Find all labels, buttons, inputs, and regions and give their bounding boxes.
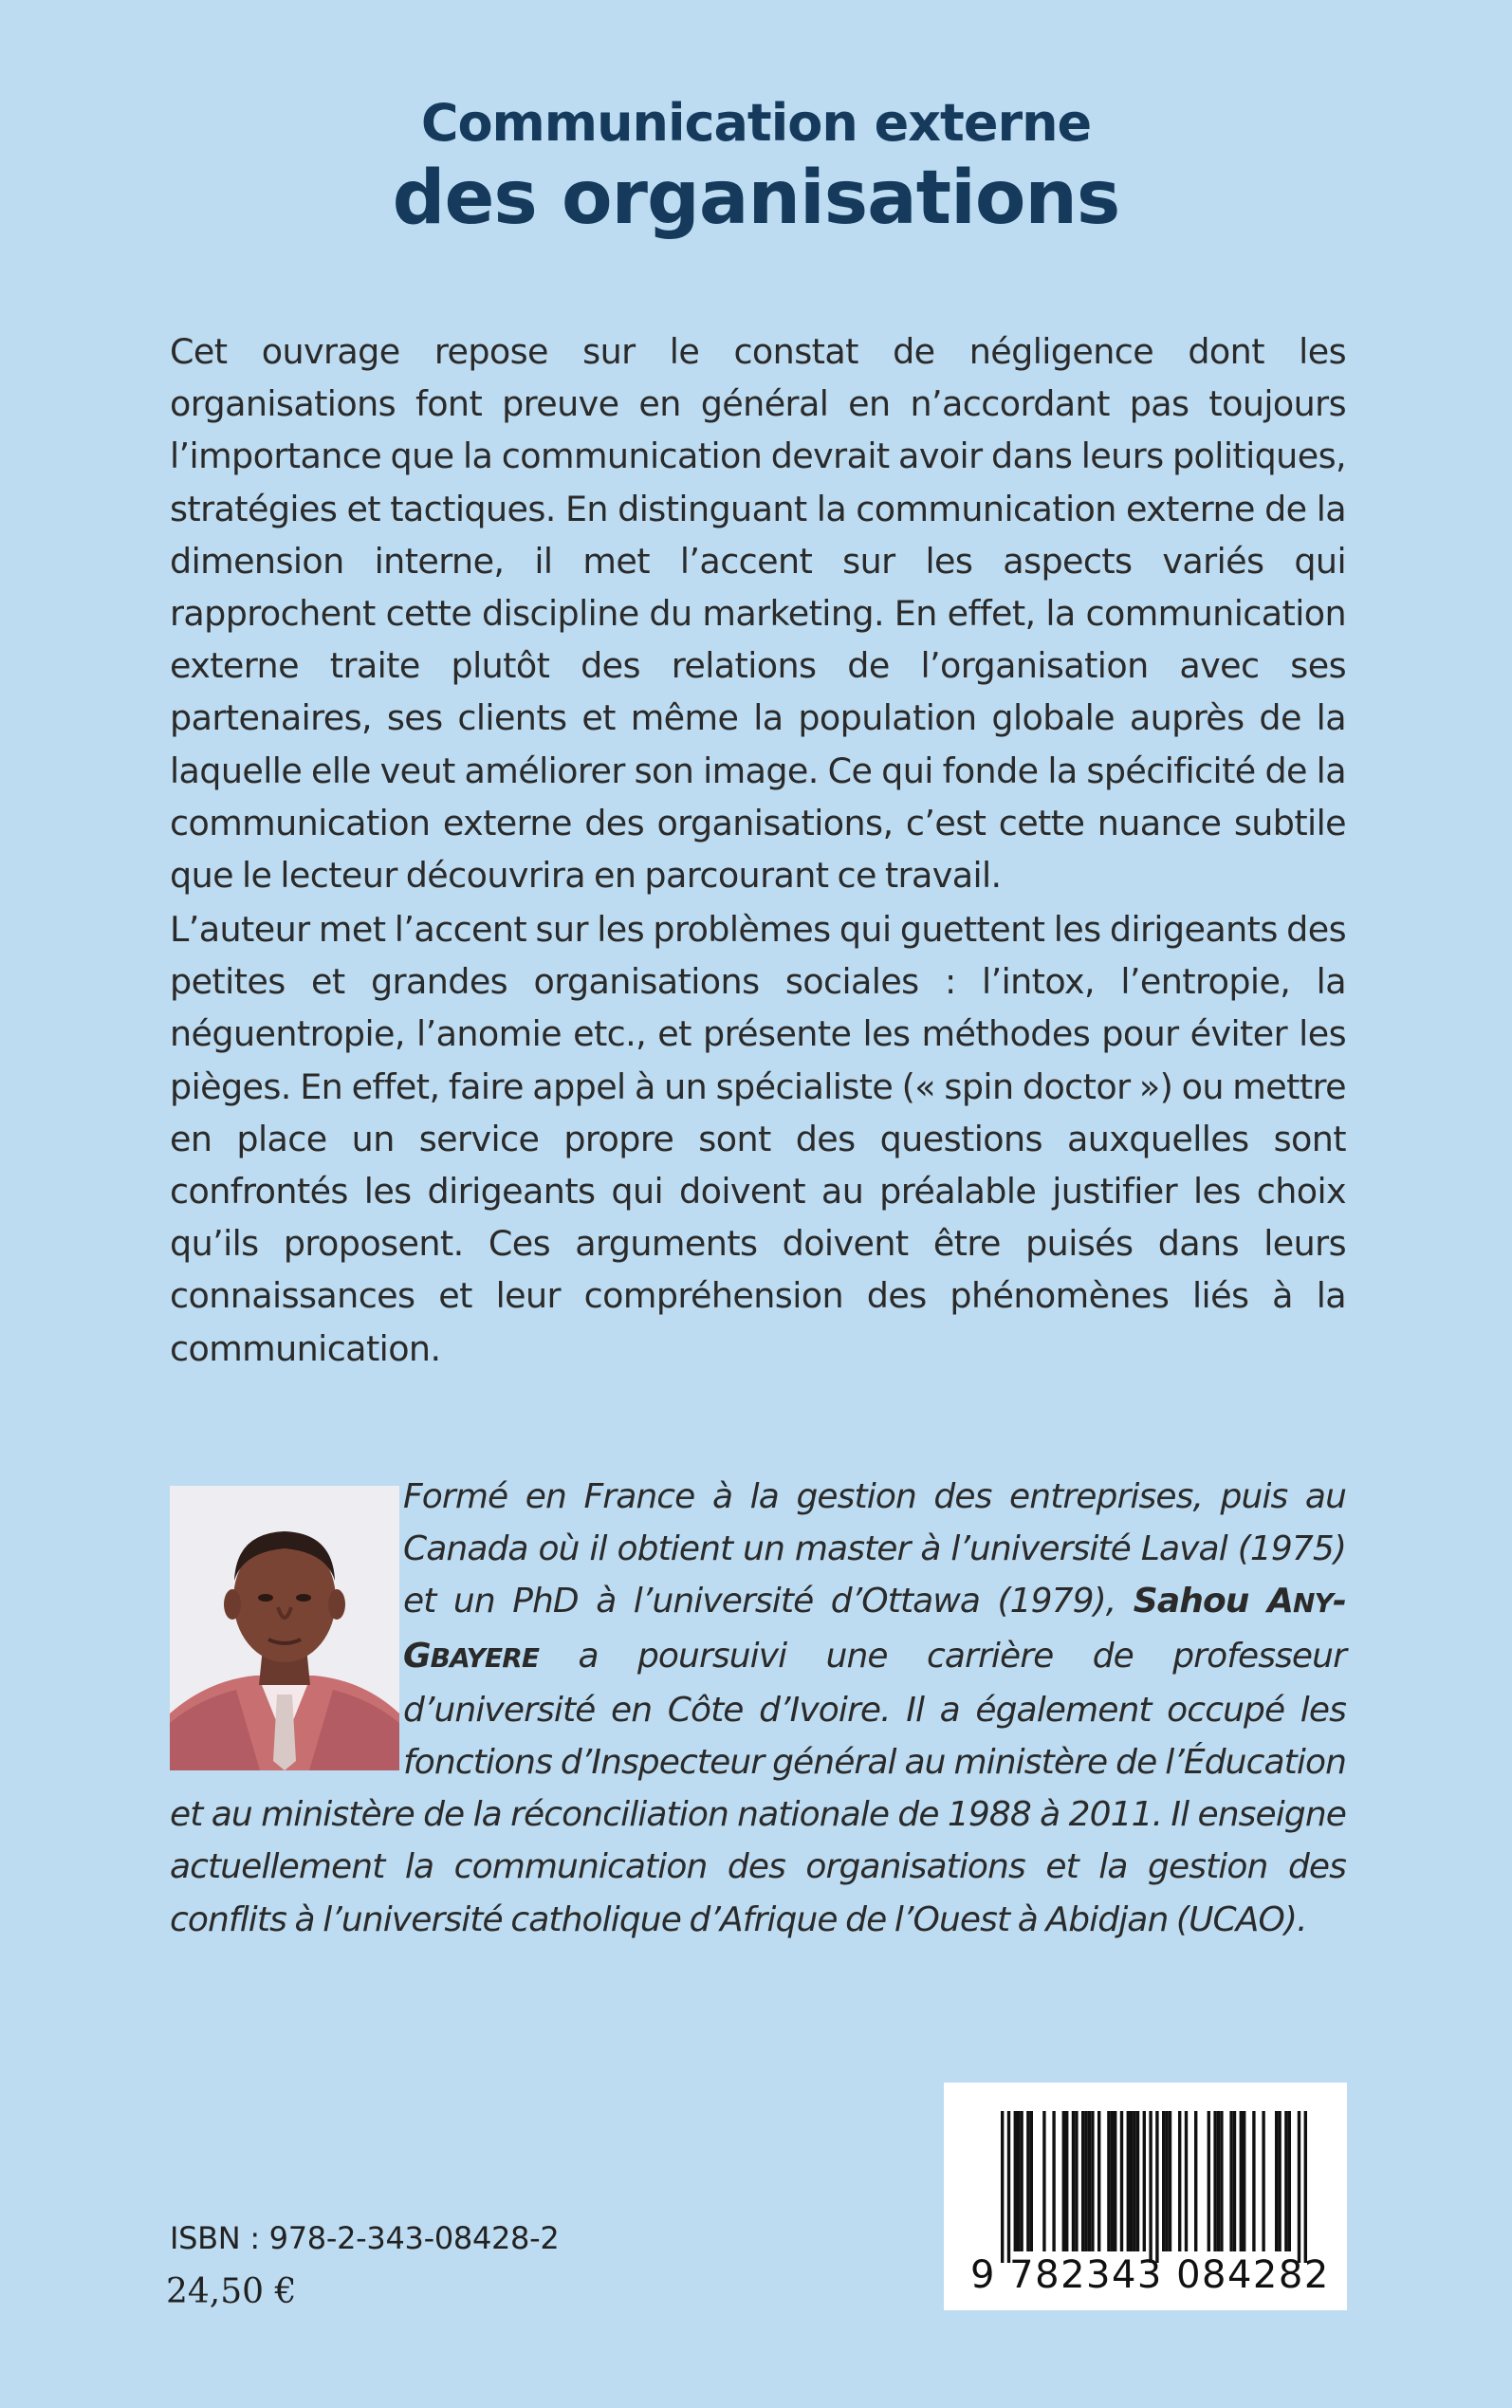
barcode-bar	[1020, 2111, 1023, 2251]
photo-text-wrap-spacer	[170, 1471, 403, 1784]
barcode-bar	[1220, 2111, 1223, 2251]
barcode-bar	[1014, 2111, 1017, 2251]
barcode-bar	[1130, 2111, 1133, 2251]
barcode-bar	[1278, 2111, 1281, 2251]
barcode-bar	[1217, 2111, 1220, 2251]
barcode-bar	[1165, 2111, 1168, 2251]
barcode-bar	[1081, 2111, 1084, 2251]
barcode-bar	[1091, 2111, 1094, 2251]
barcode-bar	[1155, 2111, 1158, 2263]
barcode-bar	[1275, 2111, 1278, 2251]
barcode-bar	[1052, 2111, 1055, 2251]
barcode-bar	[1252, 2111, 1255, 2251]
barcode-bar	[1088, 2111, 1091, 2251]
bio-text-after: a poursuivi une carrière de professeur d’université en Côte d’Ivoire. Il a également occupé les fonctions d’Inspecteur général au ministère de l’Éducation et au ministère de la réconciliation nationale de 1988 à 2011. Il enseigne actuellement la communication des organisations et la gestion des conflits à l’université catholique d’Afrique de l’Ouest à Abidjan (UCAO).	[170, 1636, 1346, 1939]
bio-text-before: Formé en France à la gestion des entreprises, puis au Canada où il obtient un master à l’université Laval (1975) et un PhD à l’université d’Ottawa (1979),	[403, 1477, 1346, 1621]
barcode	[944, 2083, 1347, 2310]
summary-paragraph-1: Cet ouvrage repose sur le constat de négligence dont les organisations font preuve en général en n’accordant pas toujours l’importance que la communication devrait avoir dans leurs politiques, stratégies et tactiques. En distinguant la communication externe de la dimension interne, il met l’accent sur les aspects variés qui rapprochent cette discipline du marketing. En effet, la communication externe traite plutôt des relations de l’organisation avec ses partenaires, ses clients et même la population globale auprès de la laquelle elle veut améliorer son image. Ce qui fonde la spécificité de la communication externe des organisations, c’est cette nuance subtile que le lecteur découvrira en parcourant ce travail.	[170, 331, 1346, 897]
barcode-bar	[1026, 2111, 1029, 2251]
barcode-bar	[1136, 2111, 1139, 2251]
summary-paragraph-2: L’auteur met l’accent sur les problèmes qui guettent les dirigeants des petites et grandes organisations sociales : l’intox, l’entropie, la néguentropie, l’anomie etc., et présente les méthodes pour éviter les pièges. En effet, faire appel à un spécialiste (« spin doctor ») ou mettre en place un service propre sont des questions auxquelles sont confrontés les dirigeants qui doivent au préalable justifier les choix qu’ils proposent. Ces arguments doivent être puisés dans leurs connaissances et leur compréhension des phénomènes liés à la communication.	[170, 909, 1346, 1369]
barcode-bar	[1194, 2111, 1197, 2251]
barcode-bar	[1017, 2111, 1020, 2251]
title-line-1: Communication externe	[420, 93, 1092, 153]
barcode-bar	[1208, 2111, 1210, 2251]
isbn: ISBN : 978-2-343-08428-2	[170, 2220, 560, 2256]
barcode-bar	[1007, 2111, 1010, 2263]
barcode-bar	[1097, 2111, 1100, 2251]
barcode-bar	[1262, 2111, 1264, 2251]
barcode-bar	[1001, 2111, 1004, 2263]
price: 24,50 €	[166, 2272, 297, 2311]
barcode-bar	[1213, 2111, 1216, 2251]
barcode-bar	[1304, 2111, 1307, 2263]
barcode-bar	[1243, 2111, 1245, 2251]
barcode-bar	[1149, 2111, 1152, 2263]
title-line-2: des organisations	[392, 156, 1120, 241]
barcode-bar	[1065, 2111, 1068, 2251]
barcode-bar	[1185, 2111, 1188, 2251]
barcode-bar	[1284, 2111, 1287, 2251]
barcode-bar	[1084, 2111, 1087, 2251]
barcode-bar	[1229, 2111, 1232, 2251]
barcode-bar	[1162, 2111, 1165, 2251]
barcode-bar	[1127, 2111, 1130, 2251]
barcode-bar	[1133, 2111, 1135, 2251]
barcode-bar	[1120, 2111, 1123, 2251]
barcode-bar	[1075, 2111, 1078, 2251]
barcode-bar	[1288, 2111, 1291, 2251]
barcode-bar	[1107, 2111, 1110, 2251]
barcode-bar	[1143, 2111, 1146, 2251]
barcode-bar	[1114, 2111, 1116, 2251]
author-biography	[170, 1471, 1346, 1946]
barcode-bar	[1111, 2111, 1114, 2251]
barcode-bar	[1072, 2111, 1075, 2251]
barcode-bar	[1169, 2111, 1171, 2251]
barcode-digits: 9 782343 084282	[970, 2253, 1330, 2297]
barcode-bar	[1240, 2111, 1243, 2251]
barcode-bar	[1233, 2111, 1236, 2251]
barcode-bar	[1298, 2111, 1300, 2263]
barcode-bar	[1178, 2111, 1181, 2251]
author-name: Sahou ANY-GBAYERE	[403, 1582, 1346, 1676]
barcode-bar	[1042, 2111, 1045, 2251]
barcode-bar	[1030, 2111, 1033, 2251]
barcode-bar	[1062, 2111, 1065, 2251]
